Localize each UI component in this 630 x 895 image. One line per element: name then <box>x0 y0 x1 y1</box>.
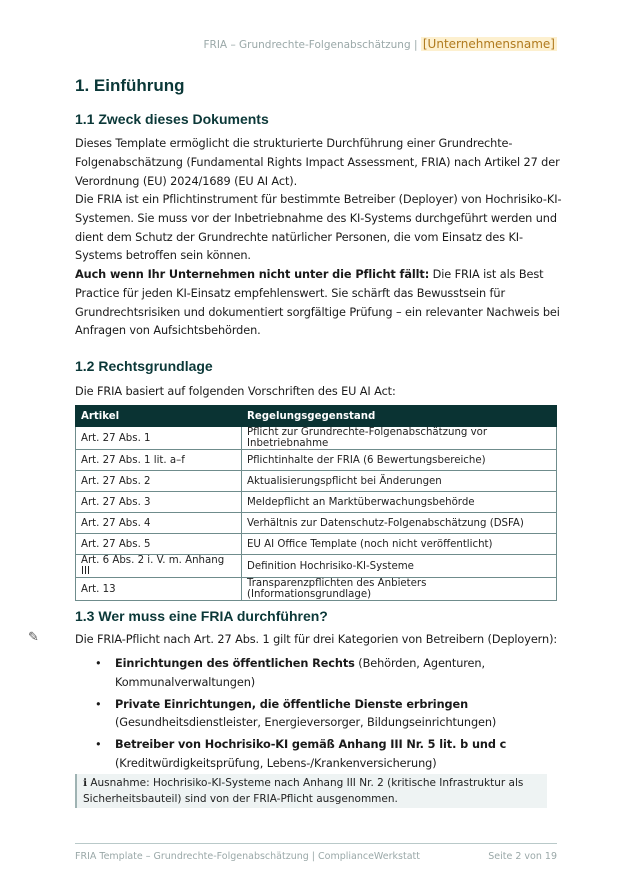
bullet-icon: • <box>95 697 102 711</box>
col-header-article: Artikel <box>76 406 242 427</box>
list-item-bold: Betreiber von Hochrisiko-KI gemäß Anhang III Nr. 5 lit. b und c <box>115 738 507 752</box>
table-row <box>76 492 557 513</box>
table-row <box>76 427 557 450</box>
list-item-detail: (Kreditwürdigkeitsprüfung, Lebens-/Krankenversicherung) <box>115 756 437 770</box>
list-item-bold: Einrichtungen des öffentlichen Rechts <box>115 657 355 670</box>
subject-cell: Aktualisierungspflicht bei Änderungen <box>242 471 557 492</box>
article-cell: Art. 13 <box>76 578 242 601</box>
header-doc-title: FRIA – Grundrechte-Folgenabschätzung <box>203 39 411 51</box>
col-header-subject: Regelungsgegenstand <box>242 406 557 427</box>
heading-1-3: 1.3 Wer muss eine FRIA durchführen? <box>75 608 328 624</box>
bullet-icon: • <box>95 738 102 752</box>
subject-cell: Pflichtinhalte der FRIA (6 Bewertungsbereiche) <box>242 450 557 471</box>
article-cell: Art. 27 Abs. 2 <box>76 471 242 492</box>
paragraph-obligation: Die FRIA ist ein Pflichtinstrument für bestimmte Betreiber (Deployer) von Hochrisiko-KI-Systemen. Sie muss vor der Inbetriebnahme des KI-Systems durchgeführt werden und dient dem Schutz der Grundrechte natürlicher Personen, die vom Einsatz des KI-Systems betroffen sein können. <box>75 193 562 263</box>
subject-cell: Definition Hochrisiko-KI-Systeme <box>242 555 557 578</box>
heading-1-2: 1.2 Rechtsgrundlage <box>75 358 213 374</box>
best-practice-bold: Auch wenn Ihr Unternehmen nicht unter die Pflicht fällt: <box>75 268 430 281</box>
table-row <box>76 534 557 555</box>
subject-cell: Verhältnis zur Datenschutz-Folgenabschätzung (DSFA) <box>242 513 557 534</box>
article-cell: Art. 27 Abs. 3 <box>76 492 242 513</box>
paragraph-purpose: Dieses Template ermöglicht die strukturierte Durchführung einer Grundrechte-Folgenabschätzung (Fundamental Rights Impact Assessment, FRIA) nach Artikel 27 der Verordnung (EU) 2024/1689 (EU AI Act). <box>75 137 560 188</box>
article-cell: Art. 27 Abs. 1 <box>76 427 242 450</box>
list-item-detail: (Behörden, Agenturen, Kommunalverwaltungen) <box>115 657 485 689</box>
list-item <box>90 696 510 734</box>
page-number: Seite 2 von 19 <box>488 851 557 862</box>
table-row <box>76 578 557 601</box>
table-row <box>76 513 557 534</box>
table-row <box>76 555 557 578</box>
article-cell: Art. 27 Abs. 1 lit. a–f <box>76 450 242 471</box>
list-item <box>90 736 510 774</box>
bullet-icon: • <box>95 657 102 670</box>
header-separator: | <box>413 39 418 51</box>
magic-pen-icon[interactable]: ✎ <box>28 630 39 645</box>
subject-cell: Pflicht zur Grundrechte-Folgenabschätzung vor Inbetriebnahme <box>242 427 557 450</box>
paragraph-best-practice <box>75 266 565 341</box>
footer-left: FRIA Template – Grundrechte-Folgenabschätzung | ComplianceWerkstatt <box>75 851 420 862</box>
best-practice-text: Die FRIA ist als Best Practice für jeden KI-Einsatz empfehlenswert. Sie schärft das Bewusstsein für Grundrechtsrisiken und dokumentiert sorgfältige Prüfung – ein relevanter Nachweis bei Anfragen von Aufsichtsbehörden. <box>75 268 560 338</box>
subject-cell: Meldepflicht an Marktüberwachungsbehörde <box>242 492 557 513</box>
footer-divider <box>75 843 557 844</box>
who-intro: Die FRIA-Pflicht nach Art. 27 Abs. 1 gilt für drei Kategorien von Betreibern (Deployern): <box>75 633 558 646</box>
section-heading-1: 1. Einführung <box>75 76 185 95</box>
subject-cell: Transparenzpflichten des Anbieters (Informationsgrundlage) <box>242 578 557 601</box>
company-name-placeholder[interactable]: [Unternehmensname] <box>422 37 555 51</box>
info-icon: ℹ <box>83 777 87 789</box>
page-header <box>204 37 558 51</box>
list-item <box>90 655 510 693</box>
legal-basis-intro: Die FRIA basiert auf folgenden Vorschriften des EU AI Act: <box>75 385 396 398</box>
exception-note-text: Ausnahme: Hochrisiko-KI-Systeme nach Anhang III Nr. 2 (kritische Infrastruktur als Sicherheitsbauteil) sind von der FRIA-Pflicht ausgenommen. <box>83 777 524 805</box>
subject-cell: EU AI Office Template (noch nicht veröffentlicht) <box>242 534 557 555</box>
heading-1-1: 1.1 Zweck dieses Dokuments <box>75 111 269 127</box>
list-item-detail: (Gesundheitsdienstleister, Energieversorger, Bildungseinrichtungen) <box>115 716 497 730</box>
deployer-categories-list <box>90 655 510 777</box>
list-item-bold: Private Einrichtungen, die öffentliche Dienste erbringen <box>115 697 469 711</box>
table-row <box>76 471 557 492</box>
article-cell: Art. 27 Abs. 4 <box>76 513 242 534</box>
legal-basis-table <box>75 405 557 601</box>
exception-note <box>75 774 547 808</box>
article-cell: Art. 6 Abs. 2 i. V. m. Anhang III <box>76 555 242 578</box>
article-cell: Art. 27 Abs. 5 <box>76 534 242 555</box>
table-row <box>76 450 557 471</box>
